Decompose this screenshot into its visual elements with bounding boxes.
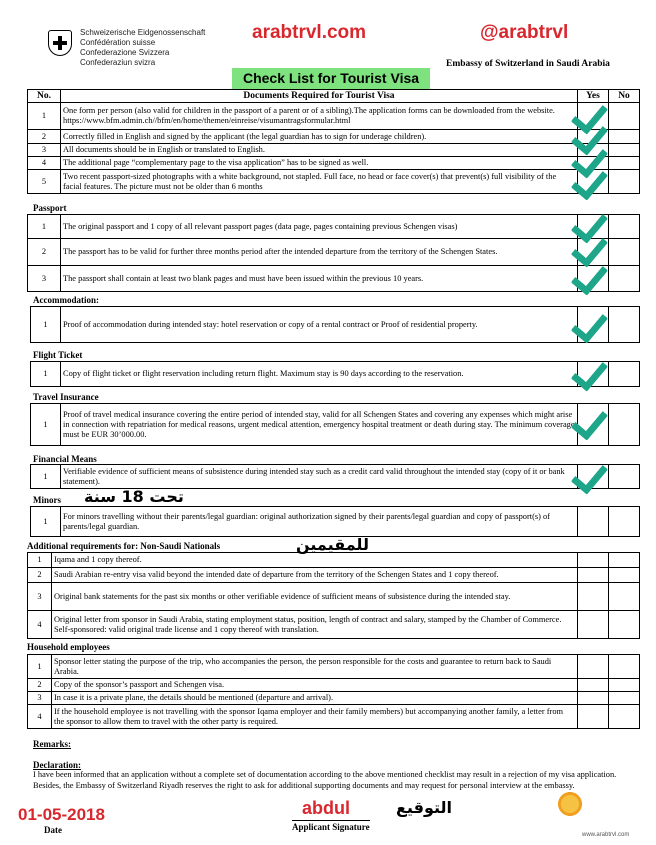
date-label: Date [44, 825, 62, 835]
table-row: 1 Proof of travel medical insurance covering the entire period of intended stay, valid for all Schengen States and covering any expenses which might arise in connection with repatriation for medical reasons, urgent medical attention, emergency hospital treatment or death during stay. The minimum coverage must be EUR 30’000.00. [31, 404, 640, 446]
table-row: 1 For minors travelling without their parents/legal guardian: original authorization signed by their parents/legal guardian and copy of passport(s) of parents/legal guardian. [31, 507, 640, 537]
declaration-title: Declaration: [33, 760, 81, 770]
watermark-handle: @arabtrvl [480, 22, 569, 43]
section-financial-title: Financial Means [33, 454, 97, 464]
yes-cell[interactable] [578, 705, 609, 729]
table-row: 1 Proof of accommodation during intended stay: hotel reservation or copy of a rental contract or Proof of residential property. [31, 307, 640, 343]
insurance-table [30, 403, 640, 446]
no-cell[interactable] [609, 362, 640, 387]
table-row: 1 Copy of flight ticket or flight reservation including return flight. Maximum stay is 90 days according to the reservation. [31, 362, 640, 387]
flight-table [30, 361, 640, 387]
no-cell[interactable] [609, 507, 640, 537]
no-cell[interactable] [609, 215, 640, 239]
section-flight-title: Flight Ticket [33, 350, 83, 360]
embassy-name: Embassy of Switzerland in Saudi Arabia [446, 59, 610, 69]
minors-table [30, 506, 640, 537]
yes-cell[interactable] [578, 679, 609, 692]
no-cell[interactable] [609, 705, 640, 729]
table-row: 3 In case it is a private plane, the details should be mentioned (departure and arrival). [28, 692, 640, 705]
no-cell[interactable] [609, 130, 640, 144]
table-row: 2 Saudi Arabian re-entry visa valid beyond the intended date of departure from the territory of the Schengen States and 1 copy thereof. [28, 568, 640, 583]
no-cell[interactable] [609, 655, 640, 679]
declaration-text: I have been informed that an application without a complete set of documentation according to the above mentioned checklist may result in a rejection of my visa application. Besides, the Embassy of Switzerland Riyadh reserves the right to ask for additional supporting documents and may request for personal interview at the embassy. [33, 770, 617, 790]
section-accommodation-title: Accommodation: [33, 295, 99, 305]
yes-cell[interactable] [578, 655, 609, 679]
additional-table [27, 552, 640, 639]
signature-arabic: التوقيع [396, 798, 452, 817]
checkmark-icon [578, 356, 612, 384]
table-row: 3 Original bank statements for the past six months or other verifiable evidence of sufficient means of subsistence during the intended stay. [28, 583, 640, 611]
no-cell[interactable] [609, 404, 640, 446]
site-badge: www.arabtrvl.com [582, 832, 630, 838]
section-insurance-title: Travel Insurance [33, 392, 99, 402]
general-table [27, 89, 640, 194]
federation-line: Confederazione Svizzera [80, 48, 170, 57]
no-cell[interactable] [609, 157, 640, 170]
no-cell[interactable] [609, 103, 640, 130]
checklist-title: Check List for Tourist Visa [232, 68, 430, 89]
watermark-site: arabtrvl.com [252, 22, 367, 43]
yes-cell[interactable] [578, 568, 609, 583]
no-cell[interactable] [609, 568, 640, 583]
table-row: 1 Verifiable evidence of sufficient means of subsistence during intended stay such as a credit card valid throughout the intended stay (copy of it or bank statement). [31, 465, 640, 489]
checkmark-icon [578, 260, 612, 288]
section-passport-title: Passport [33, 203, 67, 213]
date-value[interactable]: 01-05-2018 [18, 805, 105, 824]
table-row: 4 If the household employee is not travelling with the sponsor Iqama employer and their family members) but accompanying another family, a letter from the sponsor to allow them to travel with the other party is required. [28, 705, 640, 729]
no-cell[interactable] [609, 692, 640, 705]
no-cell[interactable] [609, 307, 640, 343]
yes-cell[interactable] [578, 692, 609, 705]
yes-cell[interactable] [578, 583, 609, 611]
table-row: 1 One form per person (also valid for children in the passport of a parent or of a sibling).The application forms can be downloaded from the website. https://www.bfm.admin.ch//bfm/en/home/themen/einreise/visumantragsformular.html [28, 103, 640, 130]
yes-cell[interactable] [578, 507, 609, 537]
table-row: 1 Iqama and 1 copy thereof. [28, 553, 640, 568]
remarks-label: Remarks: [33, 739, 71, 749]
col-no-header: No. [28, 90, 61, 103]
additional-arabic-note: للمقيمين [296, 535, 369, 554]
checkmark-icon [578, 459, 612, 487]
federation-line: Schweizerische Eidgenossenschaft [80, 28, 206, 37]
table-row: 2 The passport has to be valid for further three months period after the intended departure from the territory of the Schengen States. [28, 239, 640, 266]
checkmark-icon [578, 308, 612, 336]
no-cell[interactable] [609, 239, 640, 266]
signature-label: Applicant Signature [292, 822, 370, 832]
signature-value[interactable]: abdul [302, 798, 350, 818]
no-cell[interactable] [609, 170, 640, 194]
table-row: 3 All documents should be in English or translated to English. [28, 144, 640, 157]
accommodation-table [30, 306, 640, 343]
passport-table [27, 214, 640, 292]
table-row: 1 Sponsor letter stating the purpose of the trip, who accompanies the person, the person responsible for the costs and guarantee to return back to Saudi Arabia. [28, 655, 640, 679]
no-cell[interactable] [609, 611, 640, 639]
federation-line: Confédération suisse [80, 38, 156, 47]
swiss-cross-logo-icon [48, 30, 72, 56]
table-row: 4 Original letter from sponsor in Saudi Arabia, stating employment status, position, length of contract and salary, stamped by the Chamber of Commerce. Self-sponsored: valid original trade license and 1 copy thereof with translation. [28, 611, 640, 639]
federation-line: Confederaziun svizra [80, 58, 156, 67]
no-cell[interactable] [609, 583, 640, 611]
no-cell[interactable] [609, 553, 640, 568]
no-cell[interactable] [609, 679, 640, 692]
financial-table [30, 464, 640, 489]
sun-logo-icon [556, 790, 584, 818]
section-minors-title: Minors [33, 495, 61, 505]
no-cell[interactable] [609, 266, 640, 292]
no-cell[interactable] [609, 144, 640, 157]
table-row: 1 The original passport and 1 copy of all relevant passport pages (data page, pages containing previous Schengen visas) [28, 215, 640, 239]
household-table [27, 654, 640, 729]
checkmark-icon [578, 405, 612, 433]
yes-cell[interactable] [578, 553, 609, 568]
table-row: 5 Two recent passport-sized photographs with a white background, not stapled. Full face, no head or face cover(s) that prevent(s) full visibility of the facial features. The picture must not be older than 6 months [28, 170, 640, 194]
table-row: 2 Correctly filled in English and signed by the applicant (the legal guardian has to sign for underage children). [28, 130, 640, 144]
checkmark-icon [578, 165, 612, 193]
yes-cell[interactable] [578, 611, 609, 639]
no-cell[interactable] [609, 465, 640, 489]
table-row: 2 Copy of the sponsor’s passport and Schengen visa. [28, 679, 640, 692]
minors-arabic-note: تحت 18 سنة [84, 487, 184, 506]
checkmark-icon [578, 232, 612, 260]
section-additional-title: Additional requirements for: Non-Saudi Nationals [27, 541, 221, 551]
col-no-answer-header: No [609, 90, 640, 103]
table-row: 4 The additional page “complementary page to the visa application” has to be signed as well. [28, 157, 640, 170]
table-row: 3 The passport shall contain at least two blank pages and must have been issued within the previous 10 years. [28, 266, 640, 292]
col-docs-header: Documents Required for Tourist Visa [61, 90, 578, 103]
section-household-title: Household employees [27, 642, 110, 652]
col-yes-header: Yes [578, 90, 609, 103]
